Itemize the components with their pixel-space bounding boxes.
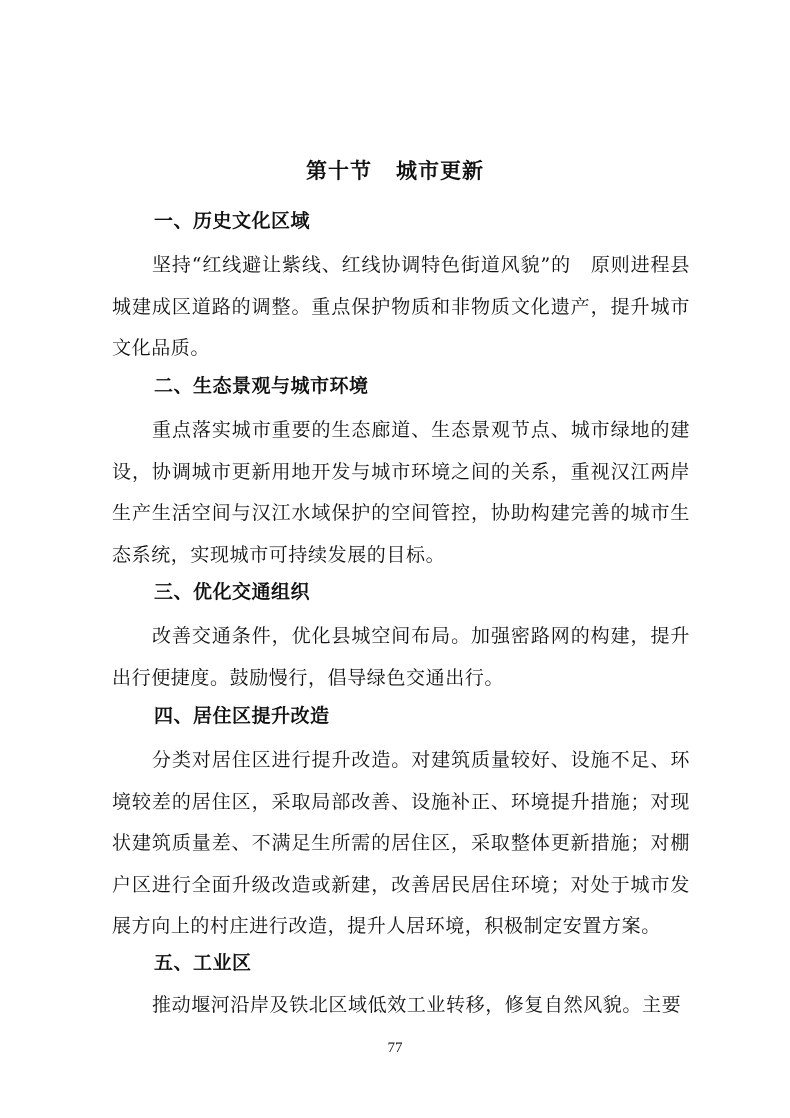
heading-ecology-environment: 二、生态景观与城市环境 <box>154 375 369 397</box>
heading-history-culture: 一、历史文化区域 <box>154 210 311 232</box>
heading-industrial: 五、工业区 <box>154 952 252 974</box>
paragraph-history-culture: 坚持“红线避让紫线、红线协调特色街道风貌”的 原则进程县城建成区道路的调整。重点保护物质和非物质文化遗产，提升城市文化品质。 <box>112 254 690 359</box>
heading-residential: 四、居住区提升改造 <box>154 705 330 727</box>
paragraph-ecology-environment: 重点落实城市重要的生态廊道、生态景观节点、城市绿地的建设，协调城市更新用地开发与城市环境之间的关系，重视汉江两岸生产生活空间与汉江水域保护的空间管控，协助构建完善的城市生态系统，实现城市可持续发展的目标。 <box>112 419 690 566</box>
paragraph-industrial: 推动堰河沿岸及铁北区域低效工业转移，修复自然风貌。主要 <box>152 994 682 1016</box>
page-number: 77 <box>387 1040 403 1056</box>
paragraph-traffic: 改善交通条件，优化县城空间布局。加强密路网的构建，提升出行便捷度。鼓励慢行，倡导绿色交通出行。 <box>112 625 690 689</box>
section-title <box>0 155 790 185</box>
section-name: 城市更新 <box>396 159 484 183</box>
heading-traffic: 三、优化交通组织 <box>154 581 311 603</box>
paragraph-residential: 分类对居住区进行提升改造。对建筑质量较好、设施不足、环境较差的居住区，采取局部改善、设施补正、环境提升措施；对现状建筑质量差、不满足生所需的居住区，采取整体更新措施；对棚户区进行全面升级改造或新建，改善居民居住环境；对处于城市发展方向上的村庄进行改造，提升人居环境，积极制定安置方案。 <box>112 749 690 937</box>
section-number: 第十节 <box>306 159 372 183</box>
